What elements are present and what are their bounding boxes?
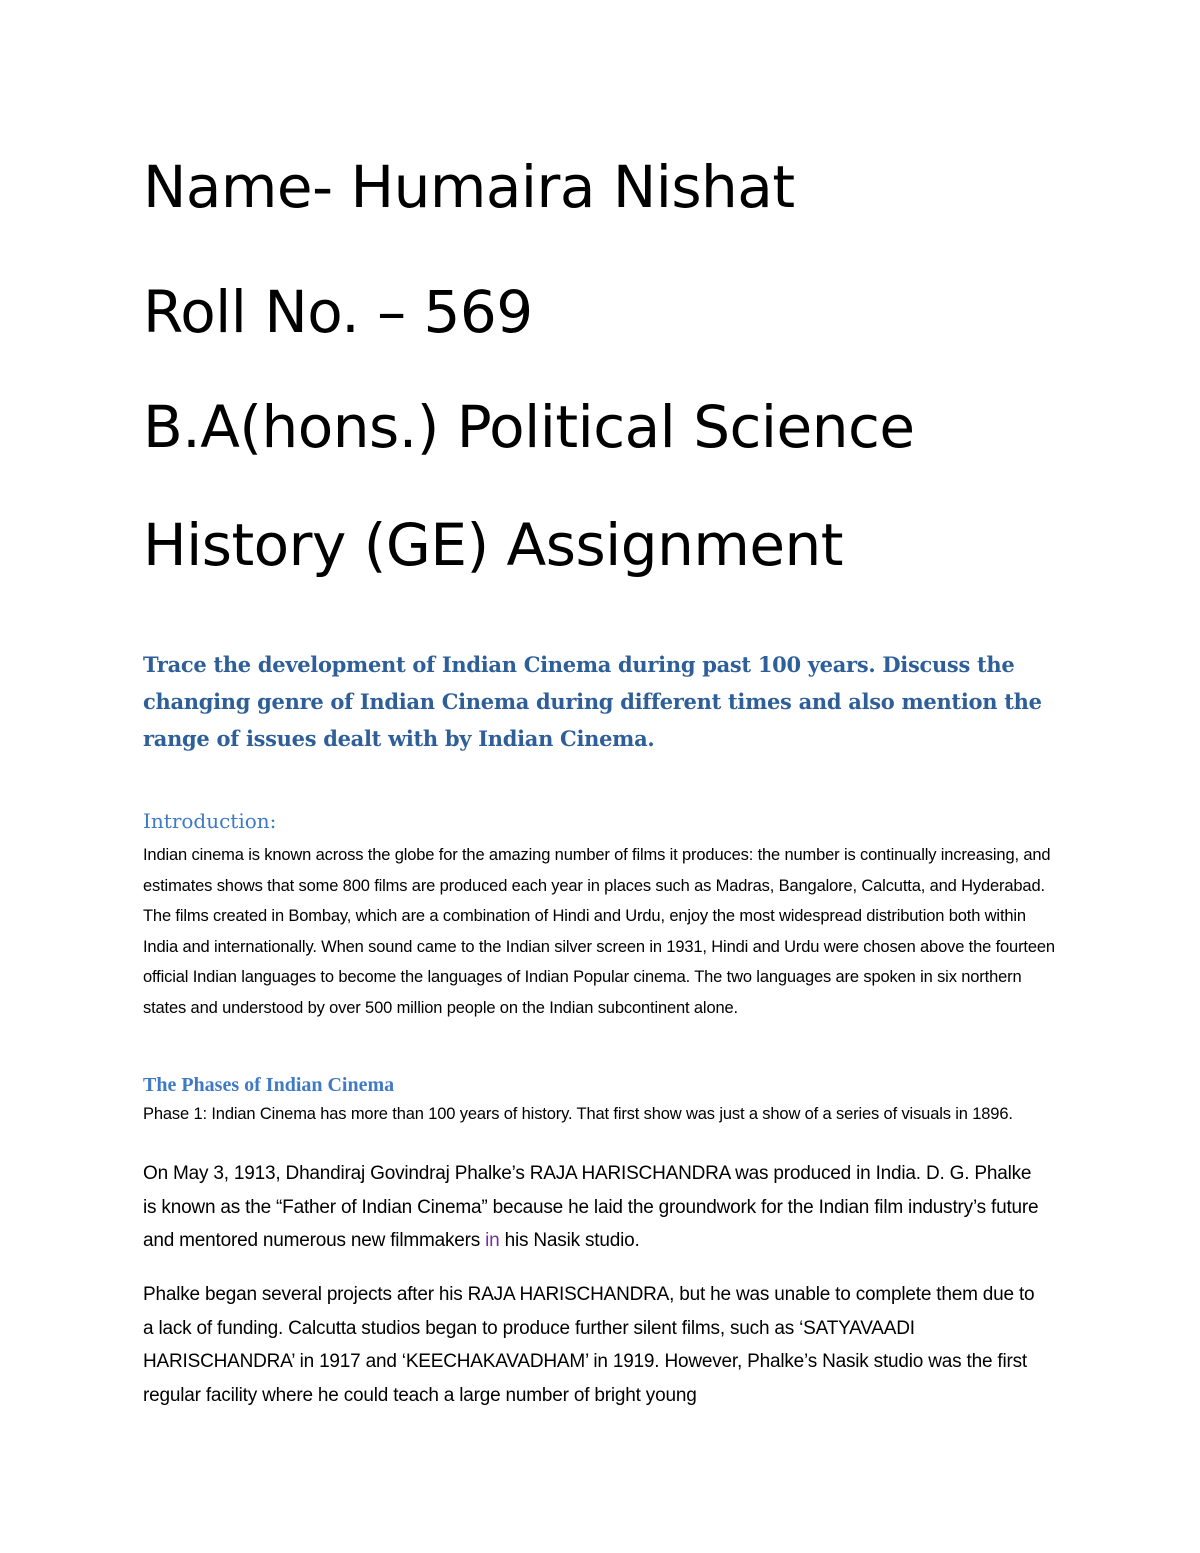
roll-number: Roll No. – 569 [143, 278, 533, 346]
assignment-question: Trace the development of Indian Cinema during past 100 years. Discuss the changing genre of Indian Cinema during different times and also mention the range of issues dealt with by Indian Cinema. [143, 652, 1042, 751]
phases-heading: The Phases of Indian Cinema [143, 1074, 395, 1096]
phalke-paragraph [143, 1157, 1043, 1258]
phase-1-paragraph: Phase 1: Indian Cinema has more than 100 years of history. That first show was just a show of a series of visuals in 1896. [143, 1105, 1013, 1123]
assignment-title: History (GE) Assignment [143, 511, 844, 579]
phalke-projects-paragraph: Phalke began several projects after his RAJA HARISCHANDRA, but he was unable to complete them due to a lack of funding. Calcutta studios began to produce further silent films, such as ‘SATYAVAADI HARISCHANDRA’ in 1917 and ‘KEECHAKAVADHAM’ in 1919. However, Phalke’s Nasik studio was the first regular facility where he could teach a large number of bright young [143, 1284, 1035, 1406]
introduction-paragraph: Indian cinema is known across the globe for the amazing number of films it produces: the number is continually increasing, and estimates shows that some 800 films are produced each year in places such as Madras, Bangalore, Calcutta, and Hyderabad. The films created in Bombay, which are a combination of Hindi and Urdu, enjoy the most widespread distribution both within India and internationally. When sound came to the Indian silver screen in 1931, Hindi and Urdu were chosen above the fourteen official Indian languages to become the languages of Indian Popular cinema. The two languages are spoken in six northern states and understood by over 500 million people on the Indian subcontinent alone. [143, 846, 1055, 1017]
student-name: Name- Humaira Nishat [143, 153, 795, 221]
introduction-heading: Introduction: [143, 809, 277, 833]
highlighted-word: in [485, 1230, 500, 1251]
phalke-text-before: On May 3, 1913, Dhandiraj Govindraj Phalke’s RAJA HARISCHANDRA was produced in India. D. G. Phalke is known as the “Father of Indian Cinema” because he laid the groundwork for the Indian film industry’s future and mentored numerous new filmmakers [143, 1163, 1039, 1251]
phalke-text-after: his Nasik studio. [499, 1230, 640, 1251]
course-title: B.A(hons.) Political Science [143, 393, 915, 461]
